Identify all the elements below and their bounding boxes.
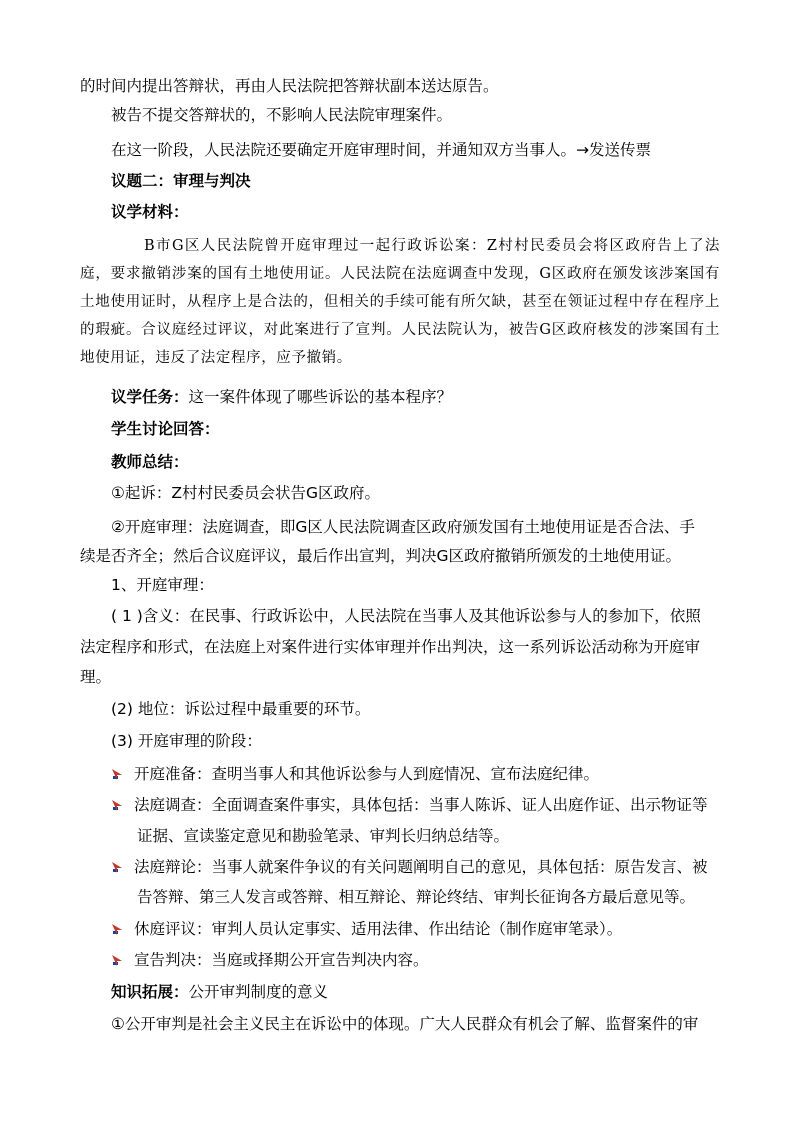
topic-heading: 议题二：审理与判决 — [111, 172, 251, 190]
bullet-item: 开庭准备：查明当事人和其他诉讼参与人到庭情况、宣布法庭纪律。 — [134, 765, 600, 783]
arrow-bullet-icon — [111, 860, 125, 874]
definition-line: 法定程序和形式，在法庭上对案件进行实体审理并作出判决，这一系列诉讼活动称为开庭审 — [80, 638, 701, 656]
summary-label: 教师总结： — [111, 453, 189, 471]
material-label: 议学材料： — [111, 203, 189, 221]
extension-line — [111, 981, 328, 1003]
definition-line: ( 1 )含义：在民事、行政诉讼中，人民法院在当事人及其他诉讼参与人的参加下，依照 — [111, 607, 701, 625]
summary-line: 续是否齐全；然后合议庭评议，最后作出宣判，判决G区政府撤销所颁发的土地使用证。 — [80, 547, 682, 565]
arrow-bullet-icon — [111, 922, 125, 936]
extension-label: 知识拓展： — [111, 983, 189, 1001]
status-line: (2) 地位：诉讼过程中最重要的环节。 — [111, 700, 371, 718]
discussion-label: 学生讨论回答： — [111, 420, 220, 438]
arrow-bullet-icon — [111, 953, 125, 967]
arrow-bullet-icon — [111, 798, 125, 812]
extension-text: 公开审判制度的意义 — [188, 983, 329, 1001]
summary-line: ②开庭审理：法庭调查，即G区人民法院调查区政府颁发国有土地使用证是否合法、手 — [111, 518, 695, 536]
stages-line: (3) 开庭审理的阶段： — [111, 732, 262, 750]
bullet-item: 法庭调查：全面调查案件事实，具体包括：当事人陈诉、证人出庭作证、出示物证等 — [134, 796, 708, 814]
paragraph-line: 被告不提交答辩状的，不影响人民法院审理案件。 — [111, 106, 453, 124]
material-text: B市G区人民法院曾开庭审理过一起行政诉讼案：Z村村民委员会将区政府告上了法庭，要求撤销涉案的国有土地使用证。人民法院在法庭调查中发现，G区政府在颁发该涉案国有土地使用证时，从程序上是合法的，但相关的手续可能有所欠缺，甚至在领证过程中存在程序上的瑕疵。合议庭经过评议，对此案进行了宣判。人民法院认为，被告G区政府核发的涉案国有土地使用证，违反了法定程序，应予撤销。 — [80, 238, 720, 366]
paragraph-line: 在这一阶段，人民法院还要确定开庭审理时间，并通知双方当事人。→发送传票 — [111, 141, 651, 159]
summary-line: ①起诉：Z村村民委员会状告G区政府。 — [111, 484, 381, 502]
task-label: 议学任务： — [111, 388, 189, 406]
task-line — [111, 386, 452, 408]
task-text: 这一案件体现了哪些诉讼的基本程序？ — [188, 388, 453, 406]
bullet-item: 宣告判决：当庭或择期公开宣告判决内容。 — [134, 951, 429, 969]
section-heading: 1、开庭审理： — [111, 576, 214, 594]
bullet-item-continued: 告答辩、第三人发言或答辩、相互辩论、辩论终结、审判长征询各方最后意见等。 — [137, 888, 696, 906]
definition-line: 理。 — [80, 668, 112, 686]
bullet-item: 休庭评议：审判人员认定事实、适用法律、作出结论（制作庭审笔录）。 — [134, 920, 623, 938]
extension-point: ①公开审判是社会主义民主在诉讼中的体现。广大人民群众有机会了解、监督案件的审 — [111, 1015, 699, 1033]
paragraph-line: 的时间内提出答辩状，再由人民法院把答辩状副本送达原告。 — [80, 77, 499, 95]
bullet-item-continued: 证据、宣读鉴定意见和勘验笔录、审判长归纳总结等。 — [137, 827, 510, 845]
bullet-item: 法庭辩论：当事人就案件争议的有关问题阐明自己的意见，具体包括：原告发言、被 — [134, 858, 708, 876]
arrow-bullet-icon — [111, 767, 125, 781]
